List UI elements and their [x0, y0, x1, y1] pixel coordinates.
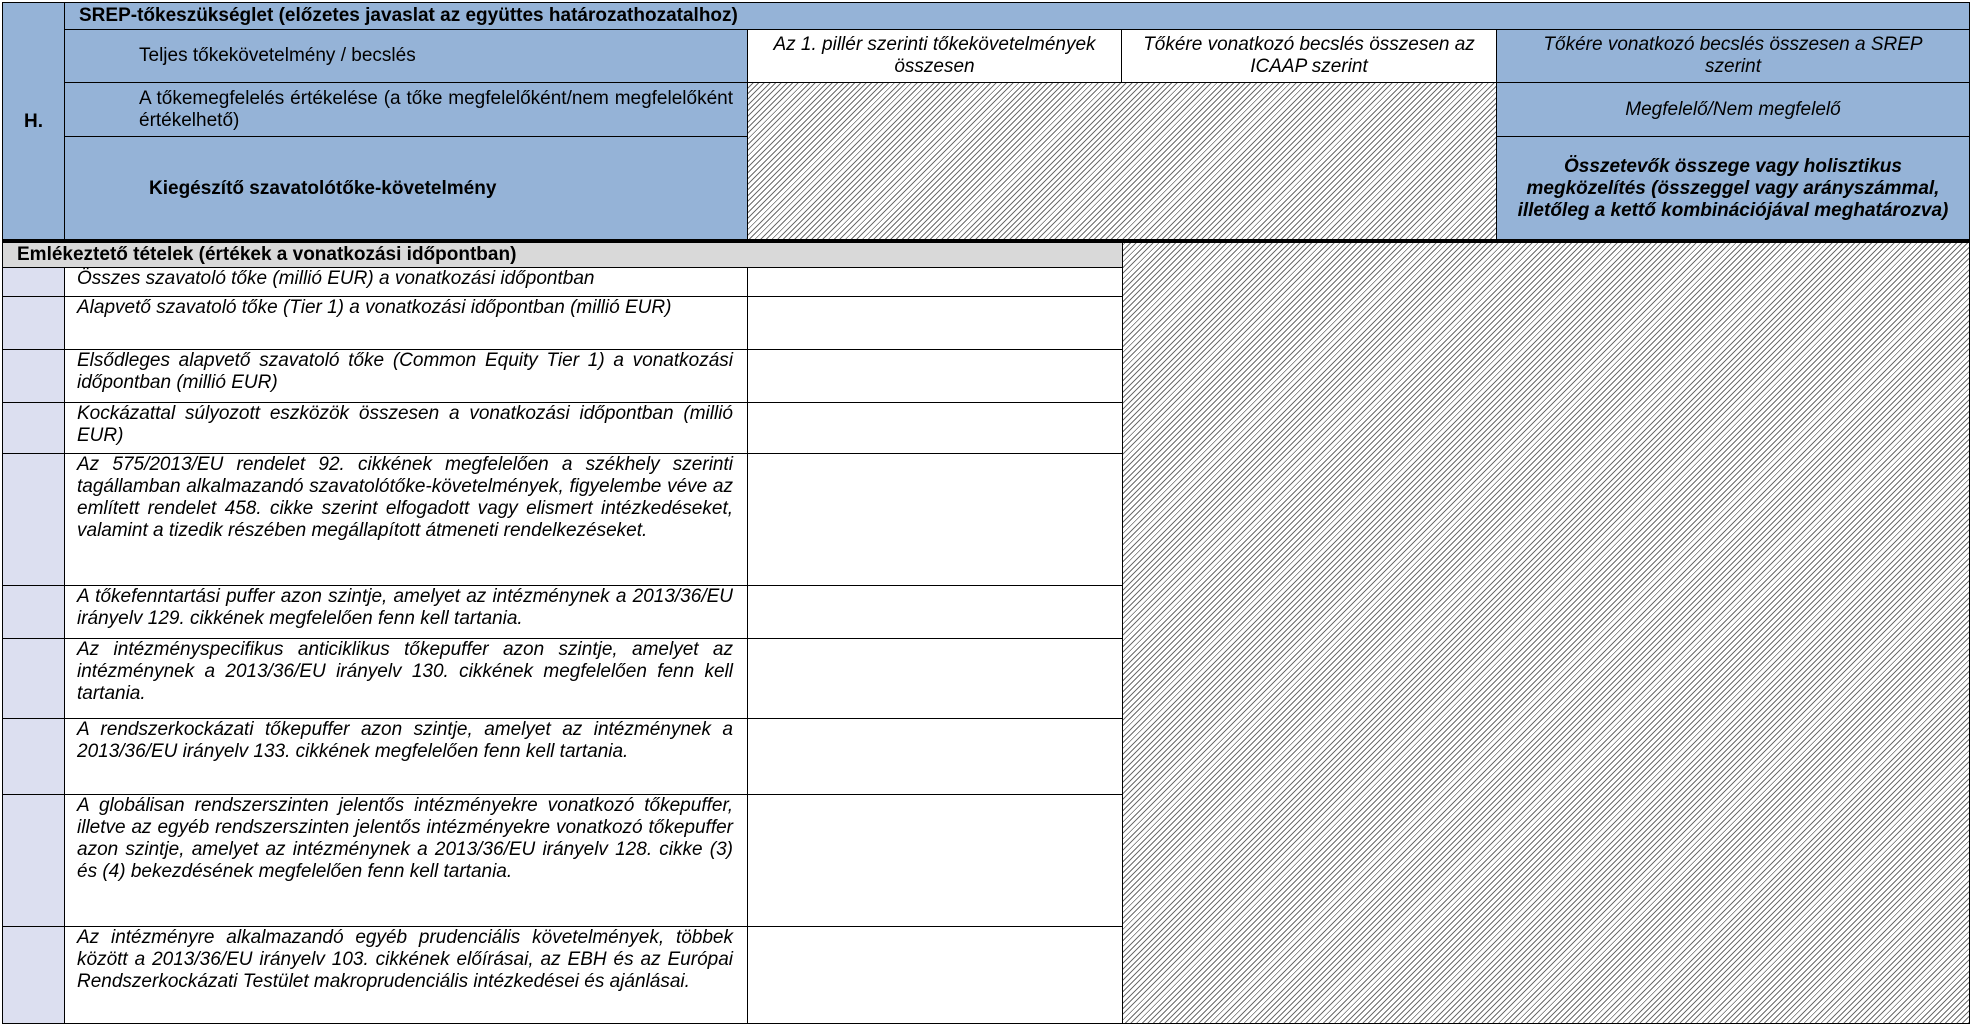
memo-item-label: A tőkefenntartási puffer azon szintje, amelyet az intézménynek a 2013/36/EU irányelv 129. cikkének megfelelően fenn kell tartania. — [64, 585, 748, 639]
memo-row-index-cell — [2, 349, 65, 403]
hatched-area-memo — [1122, 242, 1970, 1024]
memo-item-value[interactable] — [747, 718, 1123, 795]
memo-item-value[interactable] — [747, 296, 1123, 350]
total-requirement-label: Teljes tőkekövetelmény / becslés — [64, 29, 748, 83]
section-code: H. — [2, 2, 65, 241]
memo-row-index-cell — [2, 718, 65, 795]
memo-row-index-cell — [2, 638, 65, 719]
memo-item-value[interactable] — [747, 926, 1123, 1024]
memo-row-index-cell — [2, 926, 65, 1024]
adequacy-label — [64, 82, 748, 137]
memo-row-index-cell — [2, 296, 65, 350]
memo-item-label: A rendszerkockázati tőkepuffer azon szintje, amelyet az intézménynek a 2013/36/EU irányelv 133. cikkének megfelelően fenn kell tartania. — [64, 718, 748, 795]
memo-item-value[interactable] — [747, 794, 1123, 927]
memo-item-label: Alapvető szavatoló tőke (Tier 1) a vonatkozási időpontban (millió EUR) — [64, 296, 748, 350]
memo-item-label: Az 575/2013/EU rendelet 92. cikkének megfelelően a székhely szerinti tagállamban alkalmazandó szavatolótőke-követelmények, figyelembe véve az említett rendelet 458. cikke szerint elfogadott vagy elismert intézkedéseket, valamint a tizedik részében megállapított átmeneti rendelkezéseket. — [64, 453, 748, 586]
memo-row-index-cell — [2, 794, 65, 927]
memo-item-value[interactable] — [747, 638, 1123, 719]
additional-requirement-value: Összetevők összege vagy holisztikus megközelítés (összeggel vagy arányszámmal, illetőleg a kettő kombinációjával meghatározva) — [1496, 136, 1970, 241]
adequacy-value: Megfelelő/Nem megfelelő — [1496, 82, 1970, 137]
memo-item-value[interactable] — [747, 402, 1123, 454]
memo-row-index-cell — [2, 453, 65, 586]
memo-item-value[interactable] — [747, 453, 1123, 586]
memo-item-label: Elsődleges alapvető szavatoló tőke (Common Equity Tier 1) a vonatkozási időpontban (millió EUR) — [64, 349, 748, 403]
section-title: SREP-tőkeszükséglet (előzetes javaslat az együttes határozathozatalhoz) — [64, 2, 1970, 30]
memo-row-index-cell — [2, 267, 65, 297]
memo-item-label: Kockázattal súlyozott eszközök összesen a vonatkozási időpontban (millió EUR) — [64, 402, 748, 454]
srep-header: Tőkére vonatkozó becslés összesen a SREP szerint — [1496, 29, 1970, 83]
memo-item-label: A globálisan rendszerszinten jelentős intézményekre vonatkozó tőkepuffer, illetve az egyéb rendszerszinten jelentős intézményekre vonatkozó tőkepuffer azon szintje, amelyet az intézménynek a 2013/36/EU irányelv 128. cikke (3) és (4) bekezdésének megfelelően fenn kell tartania. — [64, 794, 748, 927]
memo-item-label: Az intézményre alkalmazandó egyéb prudenciális követelmények, többek között a 2013/36/EU irányelv 103. cikkének előírásai, az EBH és az Európai Rendszerkockázati Testület makroprudenciális intézkedései és ajánlásai. — [64, 926, 748, 1024]
memo-item-value[interactable] — [747, 267, 1123, 297]
pillar1-header: Az 1. pillér szerinti tőkekövetelmények összesen — [747, 29, 1122, 83]
additional-requirement-label: Kiegészítő szavatolótőke-követelmény — [64, 136, 748, 241]
adequacy-label-text: A tőkemegfelelés értékelése (a tőke megfelelőként/nem megfelelőként értékelhető) — [139, 87, 733, 131]
memo-title: Emlékeztető tételek (értékek a vonatkozási időpontban) — [2, 242, 1123, 268]
memo-row-index-cell — [2, 402, 65, 454]
memo-item-value[interactable] — [747, 349, 1123, 403]
memo-row-index-cell — [2, 585, 65, 639]
hatched-area-top — [747, 82, 1497, 241]
memo-item-label: Összes szavatoló tőke (millió EUR) a vonatkozási időpontban — [64, 267, 748, 297]
memo-item-value[interactable] — [747, 585, 1123, 639]
icaap-header: Tőkére vonatkozó becslés összesen az ICAAP szerint — [1121, 29, 1497, 83]
memo-item-label: Az intézményspecifikus anticiklikus tőkepuffer azon szintje, amelyet az intézménynek a 2013/36/EU irányelv 130. cikkének megfelelően fenn kell tartania. — [64, 638, 748, 719]
